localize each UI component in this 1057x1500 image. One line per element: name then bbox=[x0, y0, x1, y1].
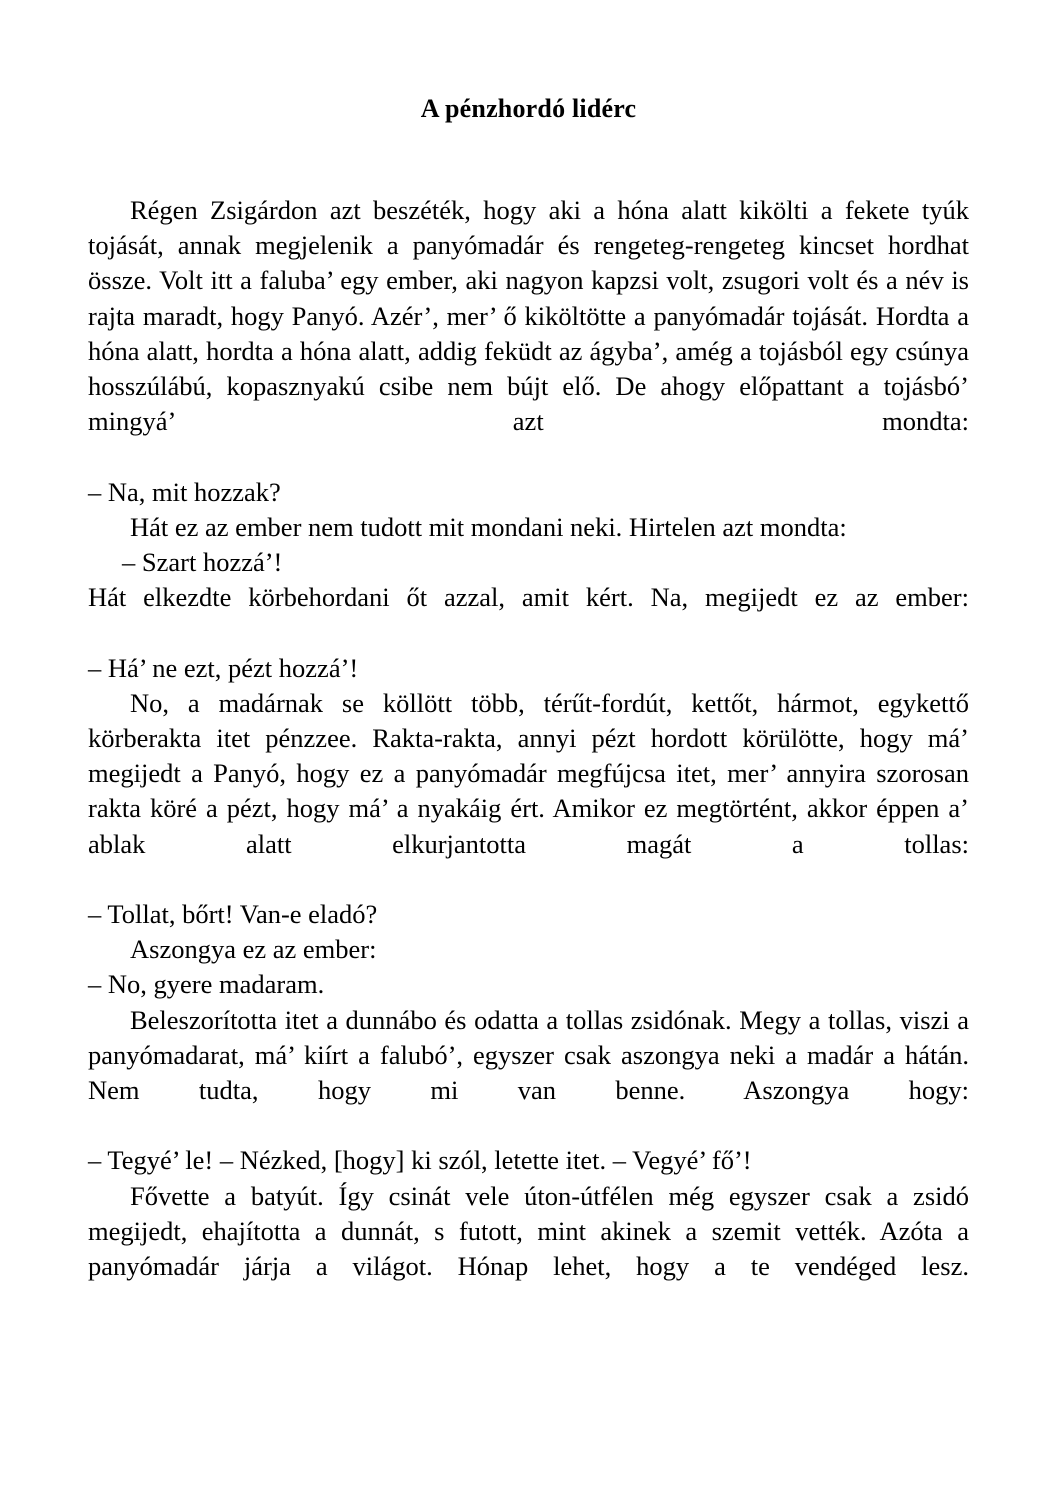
paragraph-dialogue: – Tegyé’ le! – Nézked, [hogy] ki szól, letette itet. – Vegyé’ fő’! bbox=[88, 1145, 752, 1176]
paragraph-dialogue: – Na, mit hozzak? bbox=[88, 476, 281, 507]
paragraph: Beleszorította itet a dunnábo és odatta a tollas zsidónak. Megy a tollas, viszi a panyómadarat, má’ kiírt a falubó’, egyszer csak aszongya neki a madár a hátán. Nem tudta, hogy mi van benne. Aszongya hogy: bbox=[88, 1004, 969, 1106]
paragraph: Hát elkezdte körbehordani őt azzal, amit kért. Na, megijedt ez az ember: bbox=[88, 582, 969, 613]
paragraph-dialogue: – Szart hozzá’! bbox=[122, 547, 283, 578]
page-title: A pénzhordó lidérc bbox=[420, 94, 637, 123]
paragraph-dialogue: – Tollat, bőrt! Van-e eladó? bbox=[88, 899, 378, 930]
paragraph: Régen Zsigárdon azt beszéték, hogy aki a hóna alatt kikölti a fekete tyúk tojását, annak megjelenik a panyómadár és rengeteg-rengeteg kincset hordhat össze. Volt itt a faluba’ egy ember, aki nagyon kapzsi volt, zsugori volt és a név is rajta maradt, hogy Panyó. Azér’, mer’ ő kiköltötte a panyómadár tojását. Hordta a hóna alatt, hordta a hóna alatt, addig feküdt az ágyba’, amég a tojásból egy csúnya hosszúlábú, kopasznyakú csibe nem bújt elő. De ahogy előpattant a tojásbó’ mingyá’ azt mondta: bbox=[88, 195, 969, 437]
paragraph: Aszongya ez az ember: bbox=[130, 934, 377, 965]
paragraph: Fővette a batyút. Így csinát vele úton-útfélen még egyszer csak a zsidó megijedt, ehajította a dunnát, s futott, mint akinek a szemit vették. Azóta a panyómadár járja a világot. Hónap lehet, hogy a te vendéged lesz. bbox=[88, 1180, 969, 1282]
paragraph-dialogue: – Há’ ne ezt, pézt hozzá’! bbox=[88, 652, 359, 683]
paragraph: Hát ez az ember nem tudott mit mondani neki. Hirtelen azt mondta: bbox=[130, 511, 847, 542]
document-body bbox=[88, 193, 969, 1320]
paragraph: No, a madárnak se köllött több, térűt-fordút, kettőt, hármot, egykettő körberakta itet pénzzee. Rakta-rakta, annyi pézt hordott körülötte, hogy má’ megijedt a Panyó, hogy ez a panyómadár megfújcsa itet, mer’ annyira szorosan rakta köré a pézt, hogy má’ a nyakáig ért. Amikor ez megtörtént, akkor éppen a’ ablak alatt elkurjantotta magát a tollas: bbox=[88, 687, 969, 859]
paragraph-dialogue: – No, gyere madaram. bbox=[88, 969, 325, 1000]
